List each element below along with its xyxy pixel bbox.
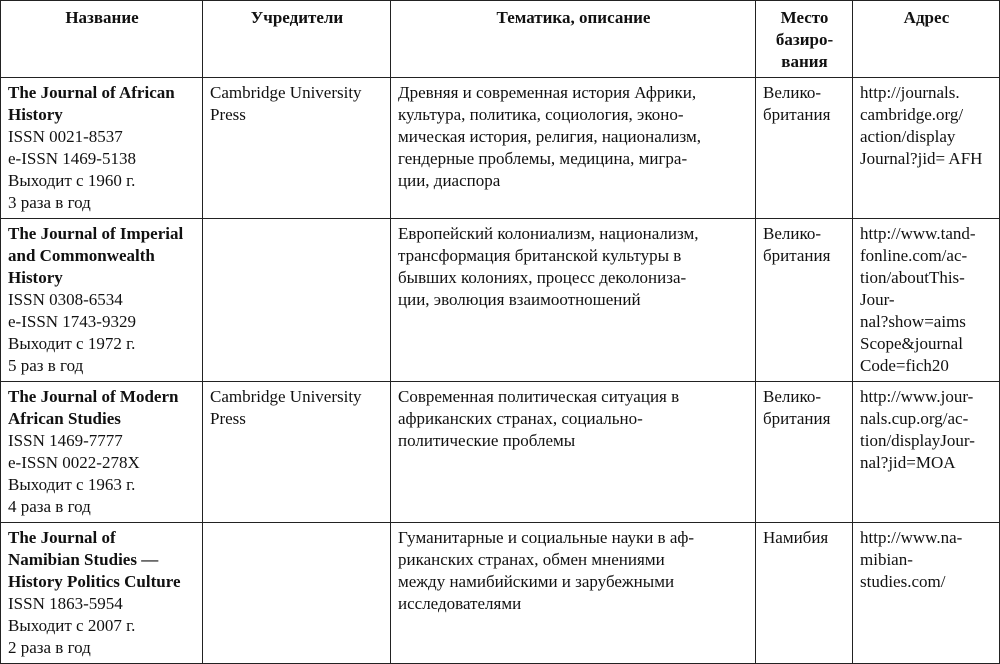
address-line[interactable]: Jour- xyxy=(860,290,895,309)
header-topic: Тематика, описание xyxy=(391,1,756,78)
place-line: британия xyxy=(763,409,831,428)
address-line[interactable]: tion/displayJour- xyxy=(860,431,975,450)
header-address: Адрес xyxy=(853,1,1000,78)
place-line: Велико- xyxy=(763,83,822,102)
topic-line: Гуманитарные и социальные науки в аф- xyxy=(398,528,695,547)
place-line: Велико- xyxy=(763,224,822,243)
topic-line: трансформация британской культуры в xyxy=(398,246,682,265)
info-line: 4 раза в год xyxy=(8,497,91,516)
info-line: 3 раза в год xyxy=(8,193,91,212)
info-line: 2 раза в год xyxy=(8,638,91,657)
address-line[interactable]: mibian- xyxy=(860,550,913,569)
address-line[interactable]: action/display xyxy=(860,127,956,146)
title-line: History xyxy=(8,105,63,124)
table-body xyxy=(1,78,1000,664)
address-line[interactable]: nals.cup.org/ac- xyxy=(860,409,969,428)
info-line: Выходит с 1972 г. xyxy=(8,334,136,353)
info-line: e-ISSN 0022-278X xyxy=(8,453,140,472)
founders-cell xyxy=(203,219,391,382)
topic-line: Европейский колониализм, национализм, xyxy=(398,224,699,243)
journal-name-cell xyxy=(1,219,203,382)
address-line[interactable]: nal?jid=MOA xyxy=(860,453,956,472)
topic-line: между намибийскими и зарубежными xyxy=(398,572,675,591)
place-cell xyxy=(756,219,853,382)
place-cell xyxy=(756,523,853,664)
founders-cell xyxy=(203,523,391,664)
table-row xyxy=(1,382,1000,523)
header-founders: Учредители xyxy=(203,1,391,78)
info-line: ISSN 1469-7777 xyxy=(8,431,123,450)
founders-line: Press xyxy=(210,105,246,124)
info-line: Выходит с 1963 г. xyxy=(8,475,136,494)
topic-line: гендерные проблемы, медицина, мигра- xyxy=(398,149,688,168)
topic-line: мическая история, религия, национализм, xyxy=(398,127,702,146)
topic-cell xyxy=(391,219,756,382)
address-line[interactable]: studies.com/ xyxy=(860,572,946,591)
address-line[interactable]: cambridge.org/ xyxy=(860,105,964,124)
journal-name-cell xyxy=(1,382,203,523)
address-line[interactable]: tion/aboutThis- xyxy=(860,268,965,287)
topic-line: политические проблемы xyxy=(398,431,576,450)
address-line[interactable]: http://www.tand- xyxy=(860,224,976,243)
header-row xyxy=(1,1,1000,78)
founders-line: Cambridge University xyxy=(210,83,362,102)
title-line: History xyxy=(8,268,63,287)
title-line: The Journal of African xyxy=(8,83,175,102)
place-line: Намибия xyxy=(763,528,829,547)
founders-cell xyxy=(203,78,391,219)
title-line: History Politics Culture xyxy=(8,572,181,591)
info-line: e-ISSN 1469-5138 xyxy=(8,149,136,168)
address-cell xyxy=(853,78,1000,219)
address-line[interactable]: http://journals. xyxy=(860,83,960,102)
address-cell xyxy=(853,382,1000,523)
topic-cell xyxy=(391,523,756,664)
title-line: The Journal of Imperial xyxy=(8,224,184,243)
founders-cell xyxy=(203,382,391,523)
title-line: Namibian Studies — xyxy=(8,550,159,569)
topic-line: африканских странах, социально- xyxy=(398,409,643,428)
place-line: британия xyxy=(763,246,831,265)
topic-line: ции, диаспора xyxy=(398,171,501,190)
address-line[interactable]: http://www.jour- xyxy=(860,387,974,406)
journal-name-cell xyxy=(1,78,203,219)
address-line[interactable]: Scope&journal xyxy=(860,334,963,353)
topic-line: риканских странах, обмен мнениями xyxy=(398,550,665,569)
topic-line: исследователями xyxy=(398,594,522,613)
topic-cell xyxy=(391,382,756,523)
title-line: African Studies xyxy=(8,409,121,428)
info-line: Выходит с 1960 г. xyxy=(8,171,136,190)
address-line[interactable]: http://www.na- xyxy=(860,528,963,547)
address-line[interactable]: Code=fich20 xyxy=(860,356,949,375)
address-line[interactable]: nal?show=aims xyxy=(860,312,966,331)
topic-cell xyxy=(391,78,756,219)
info-line: ISSN 0021-8537 xyxy=(8,127,123,146)
info-line: 5 раз в год xyxy=(8,356,84,375)
founders-line: Press xyxy=(210,409,246,428)
info-line: Выходит с 2007 г. xyxy=(8,616,136,635)
info-line: e-ISSN 1743-9329 xyxy=(8,312,136,331)
place-cell xyxy=(756,382,853,523)
address-line[interactable]: fonline.com/ac- xyxy=(860,246,968,265)
title-line: The Journal of Modern xyxy=(8,387,179,406)
topic-line: ции, эволюция взаимоотношений xyxy=(398,290,641,309)
address-cell xyxy=(853,523,1000,664)
header-place: Место базиро- вания xyxy=(756,1,853,78)
place-cell xyxy=(756,78,853,219)
header-name: Название xyxy=(1,1,203,78)
journal-name-cell xyxy=(1,523,203,664)
table-row xyxy=(1,219,1000,382)
address-cell xyxy=(853,219,1000,382)
topic-line: культура, политика, социология, эконо- xyxy=(398,105,684,124)
title-line: and Commonwealth xyxy=(8,246,155,265)
table-row xyxy=(1,78,1000,219)
founders-line: Cambridge University xyxy=(210,387,362,406)
topic-line: Современная политическая ситуация в xyxy=(398,387,680,406)
topic-line: бывших колониях, процесс деколониза- xyxy=(398,268,687,287)
info-line: ISSN 1863-5954 xyxy=(8,594,123,613)
place-line: Велико- xyxy=(763,387,822,406)
table-row xyxy=(1,523,1000,664)
title-line: The Journal of xyxy=(8,528,116,547)
topic-line: Древняя и современная история Африки, xyxy=(398,83,697,102)
address-line[interactable]: Journal?jid= AFH xyxy=(860,149,983,168)
place-line: британия xyxy=(763,105,831,124)
info-line: ISSN 0308-6534 xyxy=(8,290,123,309)
